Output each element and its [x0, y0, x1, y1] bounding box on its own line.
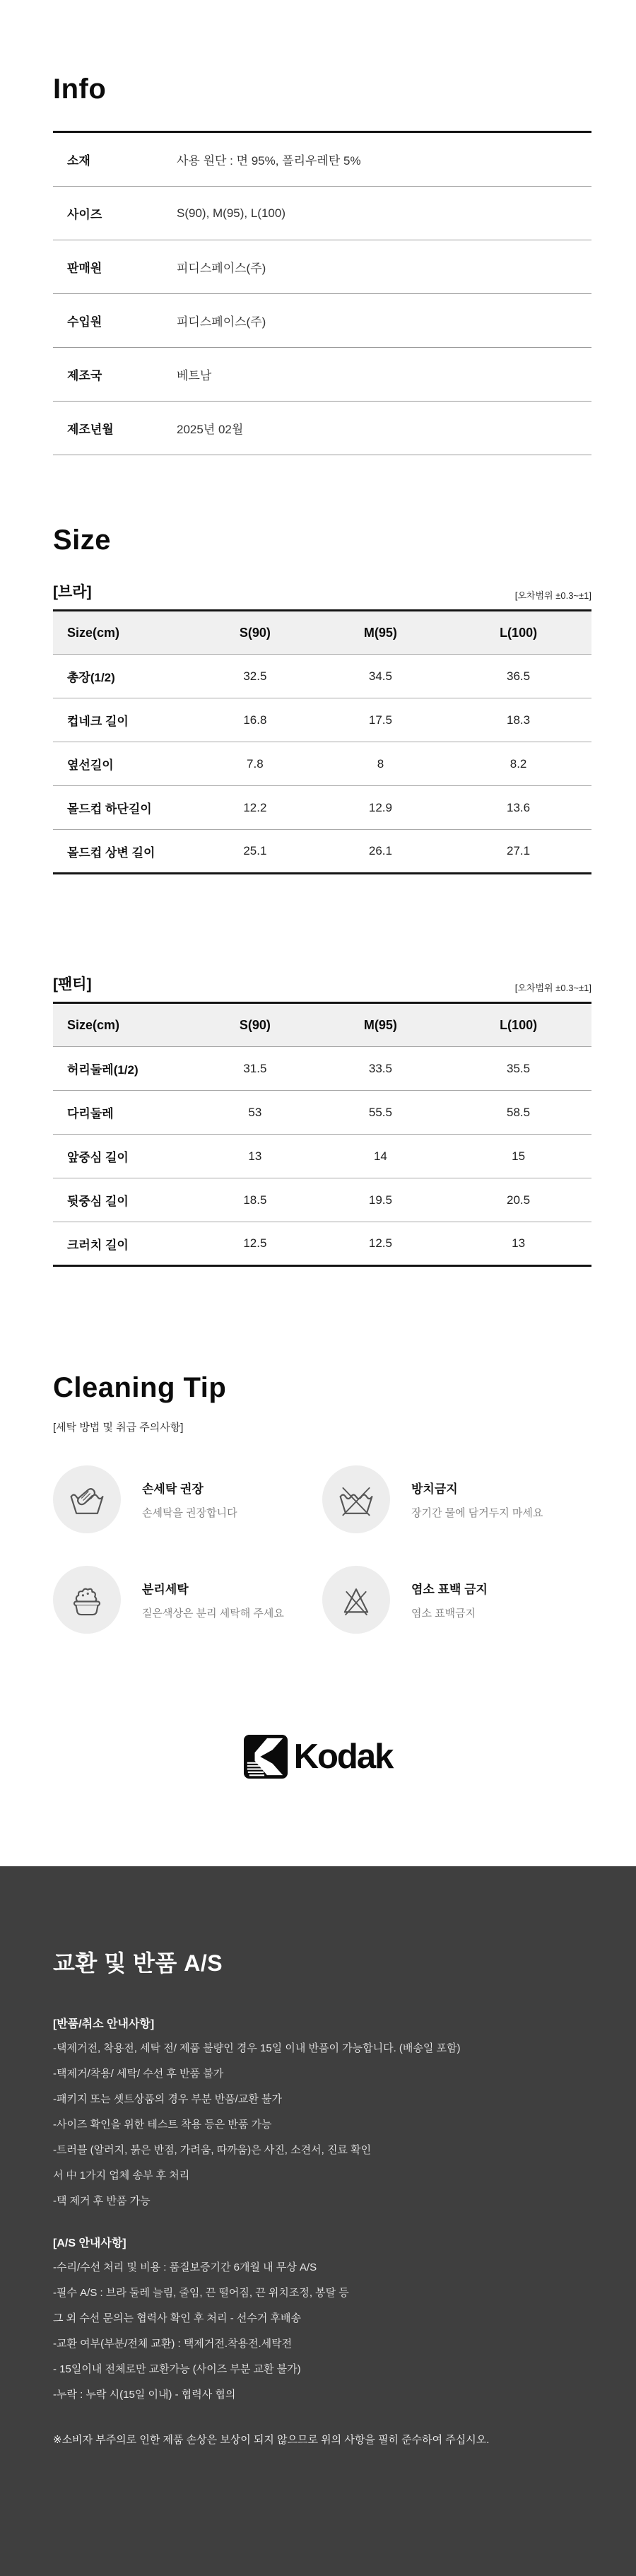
- header-size-cm: Size(cm): [67, 1017, 120, 1032]
- header-size-cm: Size(cm): [67, 625, 120, 640]
- cleaning-item-do-not-soak: [322, 1465, 591, 1533]
- bra-size-block: [53, 580, 591, 874]
- bra-size-table: [53, 609, 591, 874]
- as-line: -필수 A/S : 브라 둘레 늘림, 줄임, 끈 떨어짐, 끈 위치조정, 봉탈 등: [53, 2287, 349, 2299]
- table-row: 총장(1/2) 32.5 34.5 36.5: [53, 655, 591, 698]
- info-row: [53, 294, 591, 348]
- panty-table-name: [팬티]: [53, 976, 92, 993]
- cleaning-tip-title: Cleaning Tip: [53, 1372, 227, 1403]
- cleaning-item-desc: 손세탁을 권장합니다: [142, 1507, 237, 1519]
- header-l: L(100): [500, 1017, 538, 1032]
- table-row: 몰드컵 상변 길이 25.1 26.1 27.1: [53, 830, 591, 874]
- info-row-label: 사이즈: [67, 208, 102, 221]
- cleaning-item-no-bleach: [322, 1566, 591, 1634]
- do-not-soak-icon: [322, 1465, 390, 1533]
- info-row-value: 2025년 02월: [177, 423, 244, 436]
- bra-tolerance-note: [오차범위 ±0.3~±1]: [514, 590, 591, 601]
- bra-table-caption: [53, 580, 591, 602]
- table-row: 허리둘레(1/2) 31.5 33.5 35.5: [53, 1047, 591, 1091]
- return-line: -택제거전, 착용전, 세탁 전/ 제품 불량인 경우 15일 이내 반품이 가능합니다. (배송일 포함): [53, 2042, 461, 2054]
- as-line: 그 외 수선 문의는 협력사 확인 후 처리 - 선수거 후배송: [53, 2312, 301, 2324]
- return-line: -트러블 (알러지, 붉은 반점, 가려움, 따까움)은 사진, 소견서, 진료 확인: [53, 2144, 372, 2156]
- info-title: Info: [53, 74, 107, 105]
- footer-title: 교환 및 반품 A/S: [53, 1950, 223, 1976]
- info-row-value: 피디스페이스(주): [177, 262, 266, 275]
- cleaning-item-title: 방치금지: [411, 1482, 458, 1496]
- info-row-value: 사용 원단 : 면 95%, 폴리우레탄 5%: [177, 154, 361, 168]
- as-line: -수리/수선 처리 및 비용 : 품질보증기간 6개월 내 무상 A/S: [53, 2261, 317, 2273]
- return-line: -사이즈 확인을 위한 테스트 착용 등은 반품 가능: [53, 2119, 272, 2131]
- info-row: [53, 348, 591, 402]
- header-m: M(95): [363, 625, 397, 640]
- panty-size-table: [53, 1002, 591, 1267]
- return-line: -택제거/착용/ 세탁/ 수선 후 반품 불가: [53, 2068, 224, 2080]
- separate-wash-icon: [53, 1566, 121, 1634]
- info-row: [53, 240, 591, 294]
- table-row: 뒷중심 길이 18.5 19.5 20.5: [53, 1178, 591, 1222]
- table-row: 몰드컵 하단길이 12.2 12.9 13.6: [53, 786, 591, 830]
- table-row: 앞중심 길이 13 14 15: [53, 1135, 591, 1178]
- as-line: -교환 여부(부분/전체 교환) : 택제거전.착용전.세탁전: [53, 2338, 293, 2350]
- header-m: M(95): [363, 1017, 397, 1032]
- info-row-label: 제조국: [67, 369, 102, 382]
- info-row-label: 소재: [67, 154, 90, 168]
- as-section-lines: [53, 2255, 591, 2408]
- cleaning-item-title: 염소 표백 금지: [411, 1583, 488, 1596]
- header-l: L(100): [500, 625, 538, 640]
- hand-wash-icon: [53, 1465, 121, 1533]
- cleaning-item-text: [142, 1579, 284, 1620]
- table-header-row: [53, 1003, 591, 1047]
- consumer-notice: ※소비자 부주의로 인한 제품 손상은 보상이 되지 않으므로 위의 사항을 필히 준수하여 주십시오.: [53, 2434, 490, 2446]
- info-row-value: 베트남: [177, 369, 212, 382]
- return-line: -택 제거 후 반품 가능: [53, 2195, 151, 2207]
- table-row: 다리둘레 53 55.5 58.5: [53, 1091, 591, 1135]
- cleaning-item-separate-wash: [53, 1566, 322, 1634]
- cleaning-item-title: 분리세탁: [142, 1583, 189, 1596]
- cleaning-item-text: [411, 1579, 488, 1620]
- cleaning-tip-section: [53, 1373, 591, 1634]
- return-line: 서 中 1가지 업체 송부 후 처리: [53, 2170, 190, 2182]
- panty-tolerance-note: [오차범위 ±0.3~±1]: [514, 983, 591, 993]
- bra-table-name: [브라]: [53, 584, 92, 600]
- size-title: Size: [53, 525, 112, 556]
- info-row: [53, 187, 591, 240]
- info-row-value: S(90), M(95), L(100): [177, 206, 285, 220]
- header-s: S(90): [239, 625, 271, 640]
- cleaning-item-desc: 염소 표백금지: [411, 1608, 476, 1620]
- brand-logo-text: Kodak: [293, 1738, 393, 1776]
- info-row-label: 수입원: [67, 315, 102, 329]
- as-line: -누락 : 누락 시(15일 이내) - 협력사 협의: [53, 2389, 236, 2401]
- return-line: -패키지 또는 셋트상품의 경우 부분 반품/교환 불가: [53, 2093, 282, 2105]
- panty-table-caption: [53, 973, 591, 994]
- table-row: 옆선길이 7.8 8 8.2: [53, 742, 591, 786]
- brand-logo: [0, 1735, 636, 1779]
- cleaning-item-title: 손세탁 권장: [142, 1482, 204, 1496]
- info-row: [53, 133, 591, 187]
- cleaning-item-hand-wash: [53, 1465, 322, 1533]
- info-row-label: 판매원: [67, 262, 102, 275]
- cleaning-item-text: [142, 1479, 237, 1520]
- cleaning-item-desc: 짙은색상은 분리 세탁해 주세요: [142, 1608, 284, 1620]
- info-row-value: 피디스페이스(주): [177, 315, 266, 329]
- as-section-heading: [A/S 안내사항]: [53, 2237, 126, 2249]
- info-row-label: 제조년월: [67, 423, 114, 436]
- cleaning-tip-subtitle: [세탁 방법 및 취급 주의사항]: [53, 1422, 184, 1434]
- header-s: S(90): [239, 1017, 271, 1032]
- kodak-k-symbol-icon: [244, 1735, 288, 1779]
- no-bleach-icon: [322, 1566, 390, 1634]
- info-table: [53, 131, 591, 455]
- return-section-lines: [53, 2036, 591, 2214]
- info-section: [53, 74, 591, 455]
- return-section-heading: [반품/취소 안내사항]: [53, 2018, 155, 2030]
- cleaning-item-text: [411, 1479, 543, 1520]
- cleaning-grid: [53, 1465, 591, 1634]
- info-row: [53, 402, 591, 455]
- cleaning-item-desc: 장기간 물에 담거두지 마세요: [411, 1507, 543, 1519]
- panty-size-block: [53, 973, 591, 1267]
- exchange-return-footer: [0, 1866, 636, 2576]
- table-row: 크러치 길이 12.5 12.5 13: [53, 1222, 591, 1266]
- table-row: 컵네크 길이 16.8 17.5 18.3: [53, 698, 591, 742]
- table-header-row: [53, 611, 591, 655]
- as-line: - 15일이내 전체로만 교환가능 (사이즈 부분 교환 불가): [53, 2363, 301, 2375]
